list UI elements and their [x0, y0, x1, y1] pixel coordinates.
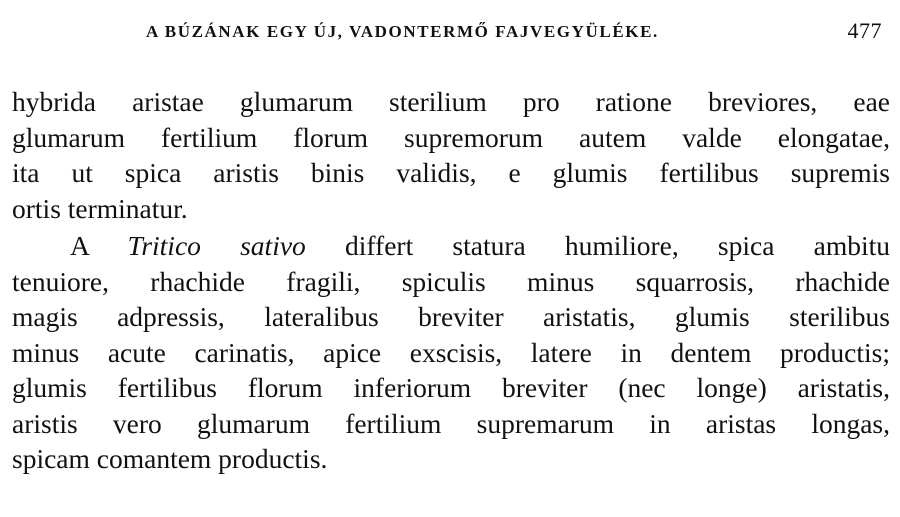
text-line: glumarum fertilium florum supremorum autem valde elongatae, — [12, 121, 890, 153]
italic-species-name: Tritico sativo — [127, 230, 306, 261]
text-line: ita ut spica aristis binis validis, e glumis fertilibus supremis — [12, 157, 890, 188]
running-head-title: A BÚZÁNAK EGY ÚJ, VADONTERMŐ FAJVEGYÜLÉKE. — [146, 22, 659, 41]
text-run: A — [70, 230, 89, 261]
body-text — [12, 84, 890, 477]
text-line: spicam comantem productis. — [12, 443, 328, 474]
page-number: 477 — [847, 18, 882, 43]
text-line: glumis fertilibus florum inferiorum breviter (nec longe) aristatis, — [12, 372, 890, 403]
text-line: hybrida aristae glumarum sterilium pro ratione breviores, eae — [12, 86, 890, 117]
text-line: aristis vero glumarum fertilium supremarum in aristas longas, — [12, 407, 890, 439]
text-line: ortis terminatur. — [12, 192, 188, 224]
text-run: differt statura humiliore, spica ambitu — [345, 230, 890, 261]
text-line-first — [12, 228, 890, 264]
paragraph-2 — [12, 228, 890, 477]
running-head — [0, 18, 900, 48]
text-line: tenuiore, rhachide fragili, spiculis minus squarrosis, rhachide — [12, 265, 890, 297]
paragraph-1 — [12, 84, 890, 226]
text-line: minus acute carinatis, apice exscisis, latere in dentem productis; — [12, 336, 890, 368]
text-line: magis adpressis, lateralibus breviter aristatis, glumis sterilibus — [12, 301, 890, 332]
